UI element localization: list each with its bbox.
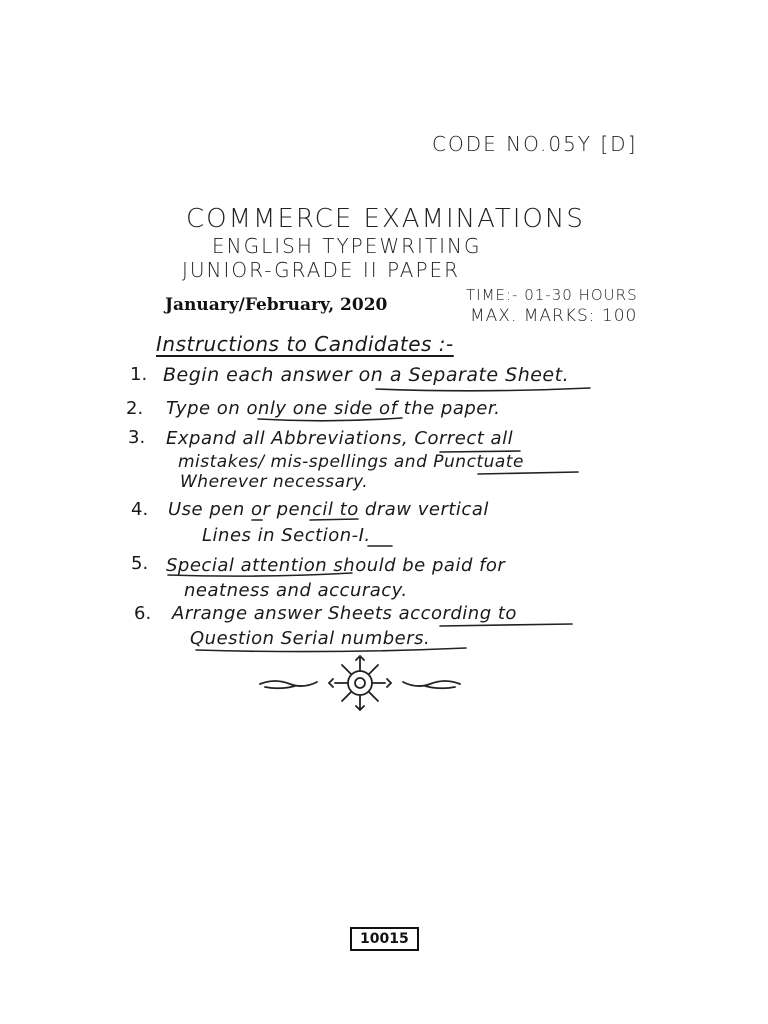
instruction-text: Arrange answer Sheets according to	[172, 603, 517, 624]
instruction-text: Expand all Abbreviations, Correct all	[166, 428, 514, 449]
time-duration: TIME:- 01-30 HOURS	[466, 286, 638, 304]
max-marks: MAX. MARKS: 100	[470, 306, 638, 326]
instruction-text: neatness and accuracy.	[184, 580, 408, 601]
instruction-text: Question Serial numbers.	[190, 628, 431, 649]
instruction-text: Type on only one side of the paper.	[166, 398, 501, 419]
title-line-3: JUNIOR-GRADE II PAPER	[182, 258, 461, 282]
underline-punctuate	[478, 472, 578, 474]
underline-according-to	[440, 624, 572, 626]
title-line-2: ENGLISH TYPEWRITING	[212, 234, 482, 258]
underline-separate-sheet	[376, 388, 590, 391]
instruction-text: Begin each answer on a Separate Sheet.	[163, 364, 570, 386]
instruction-number: 1.	[130, 364, 148, 385]
title-line-1: COMMERCE EXAMINATIONS	[186, 204, 585, 234]
instruction-text: Special attention should be paid for	[166, 555, 506, 576]
instruction-number: 5.	[131, 553, 149, 574]
exam-date: January/February, 2020	[165, 295, 388, 315]
instruction-text: Wherever necessary.	[180, 472, 369, 492]
instruction-number: 4.	[131, 499, 149, 520]
ornament-divider	[255, 652, 465, 712]
code-number: CODE NO.05Y [D]	[432, 132, 638, 156]
instruction-text: Lines in Section-I.	[202, 525, 371, 546]
instruction-number: 2.	[126, 398, 144, 419]
page-code-box: 10015	[350, 927, 419, 951]
instruction-number: 3.	[128, 427, 146, 448]
instructions-heading: Instructions to Candidates :-	[156, 332, 454, 356]
instruction-number: 6.	[134, 603, 152, 624]
instruction-text: Use pen or pencil to draw vertical	[168, 499, 489, 520]
instruction-text: mistakes/ mis-spellings and Punctuate	[178, 452, 524, 472]
